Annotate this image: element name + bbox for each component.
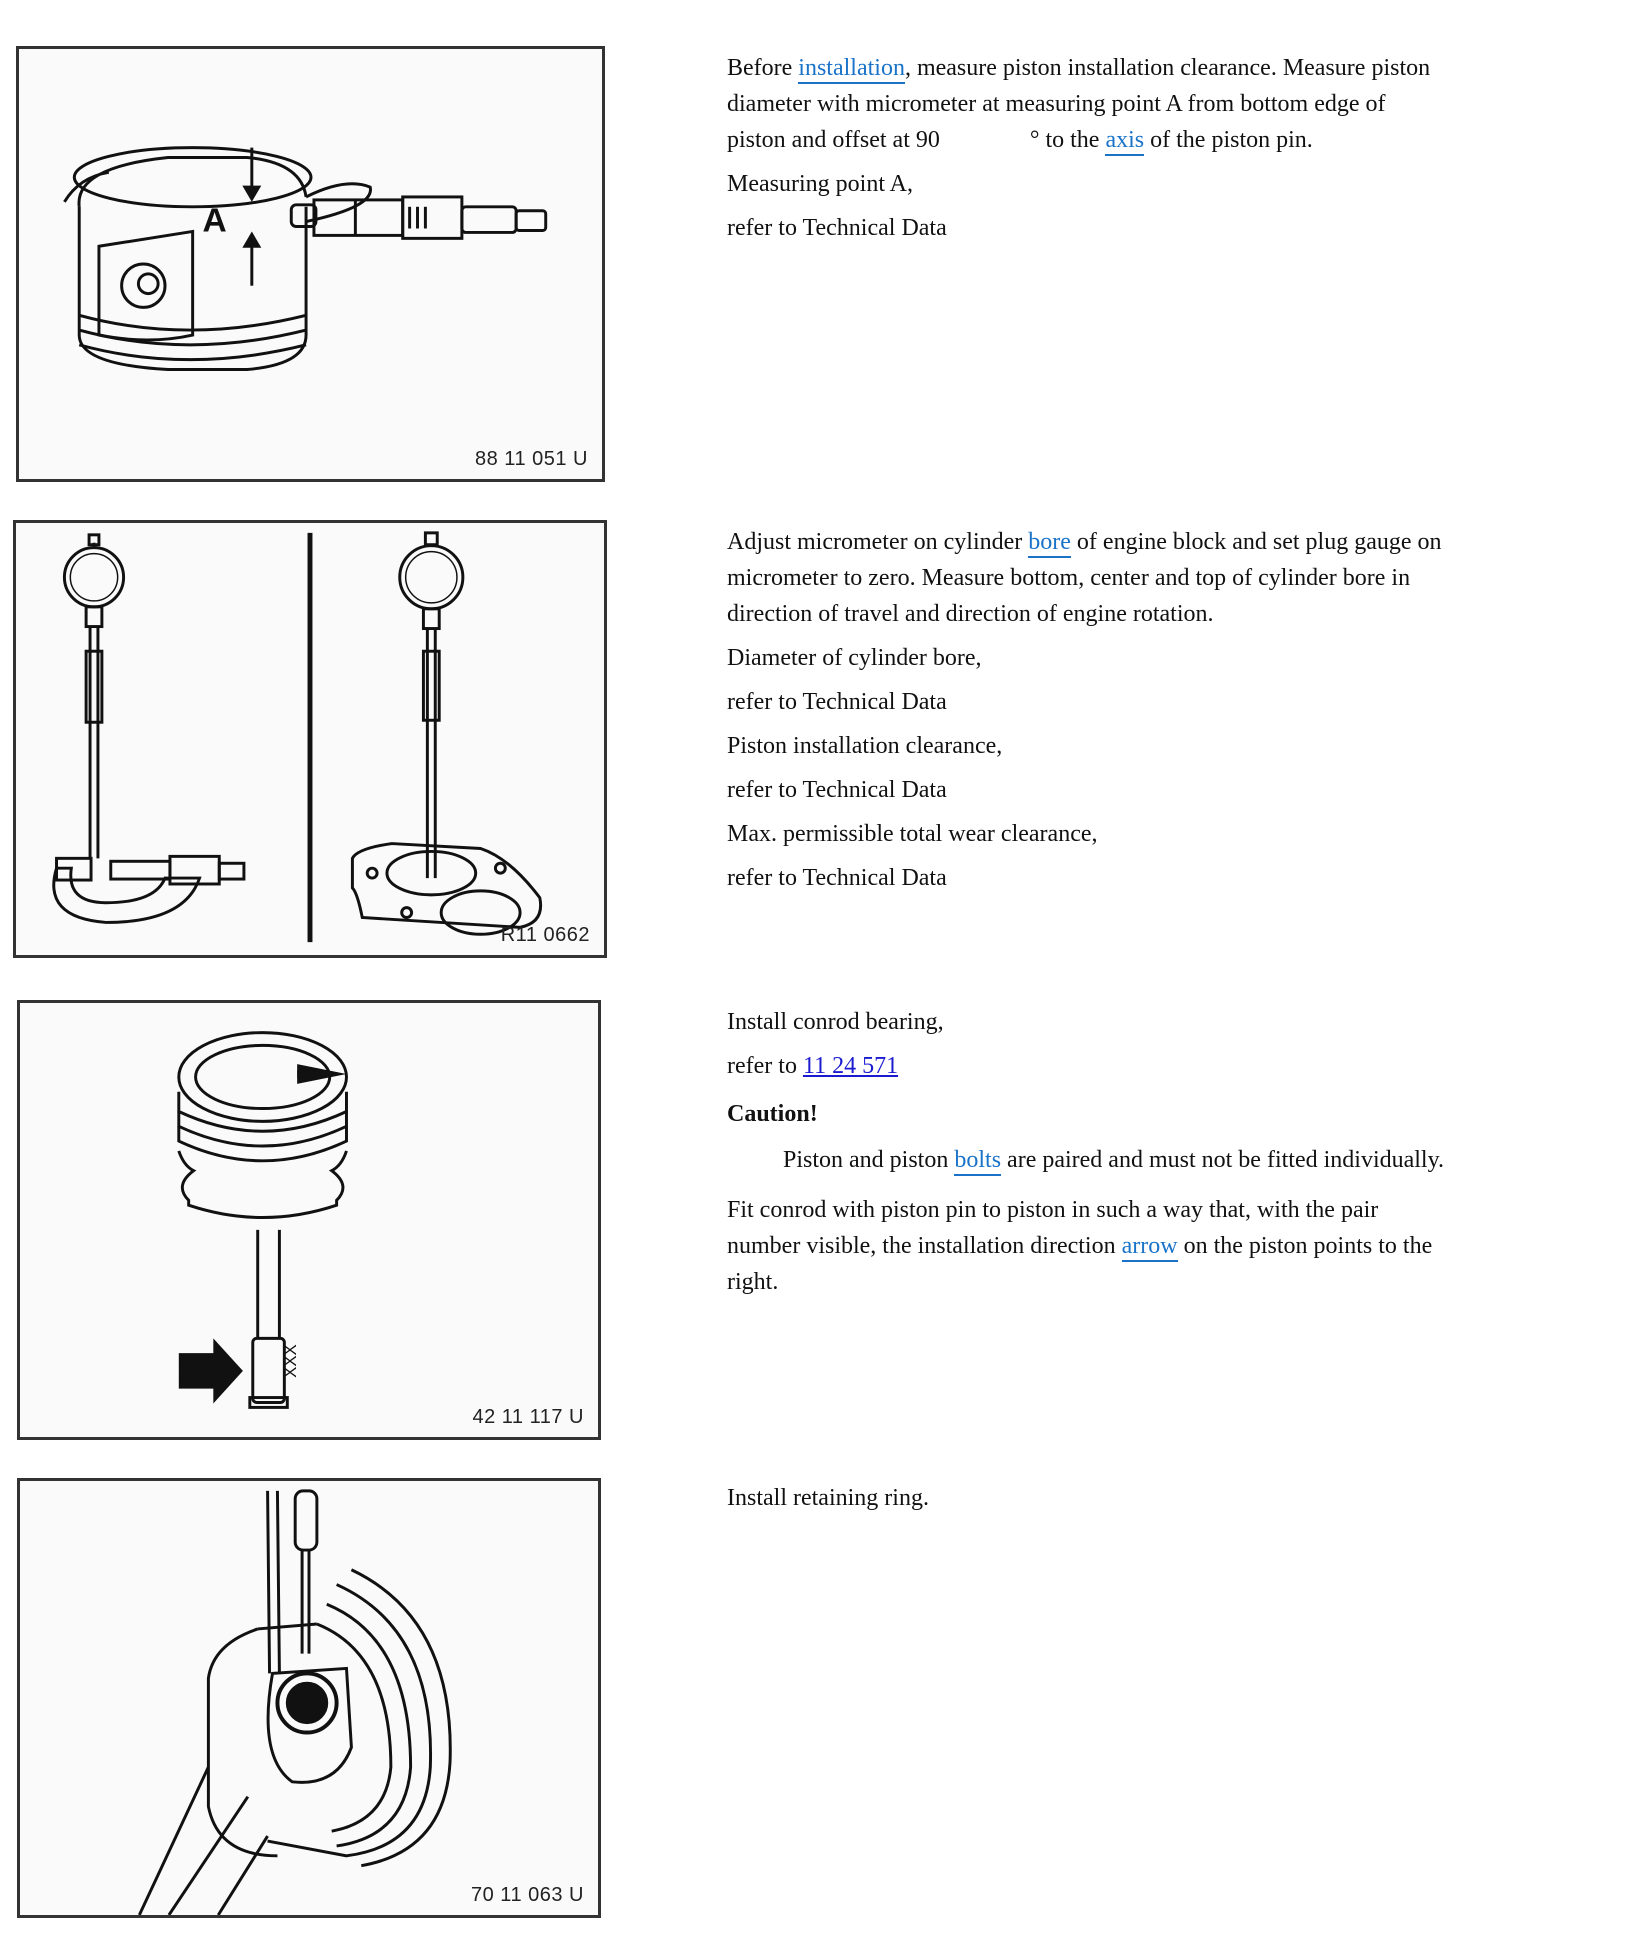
caution-text: Piston and piston bolts are paired and must not be fitted individually.: [727, 1142, 1447, 1178]
instruction-conrod-bearing: Install conrod bearing,: [727, 1009, 944, 1035]
instruction-fit-conrod: Fit conrod with piston pin to piston in such a way that, with the pair number visible, the installation direction arrow on the piston points to the right.: [727, 1197, 1433, 1295]
measuring-point-text: Measuring point A,: [727, 171, 913, 197]
piston-micrometer-drawing: [19, 49, 602, 479]
cylinder-bore-diameter-text: Diameter of cylinder bore,: [727, 645, 982, 671]
figure-code: 70 11 063 U: [471, 1884, 584, 1906]
measuring-point-label: A: [202, 202, 227, 240]
refer-technical-data: refer to Technical Data: [727, 777, 947, 803]
instruction-retaining-ring: Install retaining ring.: [727, 1485, 929, 1511]
figure-code: 88 11 051 U: [475, 448, 588, 470]
section-1-text: [727, 50, 1447, 254]
retaining-ring-drawing: [20, 1481, 598, 1915]
link-bore[interactable]: bore: [1028, 529, 1071, 558]
figure-bore-gauge: [13, 520, 607, 958]
link-arrow[interactable]: arrow: [1122, 1233, 1178, 1262]
link-bolts[interactable]: bolts: [954, 1147, 1001, 1176]
max-wear-clearance-text: Max. permissible total wear clearance,: [727, 821, 1098, 847]
pair-number-marks: XXX: [281, 1344, 301, 1378]
section-4-text: [727, 1480, 1447, 1524]
instruction-measure-piston: Before installation, measure piston installation clearance. Measure piston diameter with micrometer at measuring point A from bottom edge of piston and offset at 90 ° to the axis of the piston pin.: [727, 50, 1447, 158]
refer-link-line: refer to 11 24 571: [727, 1053, 899, 1079]
figure-conrod-piston: [17, 1000, 601, 1440]
bore-gauge-drawing: [16, 523, 604, 955]
figure-code: 42 11 117 U: [472, 1406, 584, 1428]
section-2-text: [727, 524, 1447, 904]
refer-technical-data: refer to Technical Data: [727, 215, 947, 241]
link-installation[interactable]: installation: [798, 55, 905, 84]
figure-code: R11 0662: [500, 924, 590, 946]
caution-heading: Caution!: [727, 1101, 818, 1127]
refer-technical-data: refer to Technical Data: [727, 865, 947, 891]
link-11-24-571[interactable]: 11 24 571: [802, 1053, 899, 1079]
figure-piston-micrometer: [16, 46, 605, 482]
conrod-piston-drawing: [20, 1003, 598, 1437]
instruction-adjust-micrometer: Adjust micrometer on cylinder bore of engine block and set plug gauge on micrometer to zero. Measure bottom, center and top of cylinder bore in direction of travel and direction of engine rotation.: [727, 529, 1442, 627]
piston-clearance-text: Piston installation clearance,: [727, 733, 1003, 759]
section-3-text: [727, 1004, 1447, 1308]
figure-retaining-ring: [17, 1478, 601, 1918]
link-axis[interactable]: axis: [1105, 127, 1144, 156]
refer-technical-data: refer to Technical Data: [727, 689, 947, 715]
